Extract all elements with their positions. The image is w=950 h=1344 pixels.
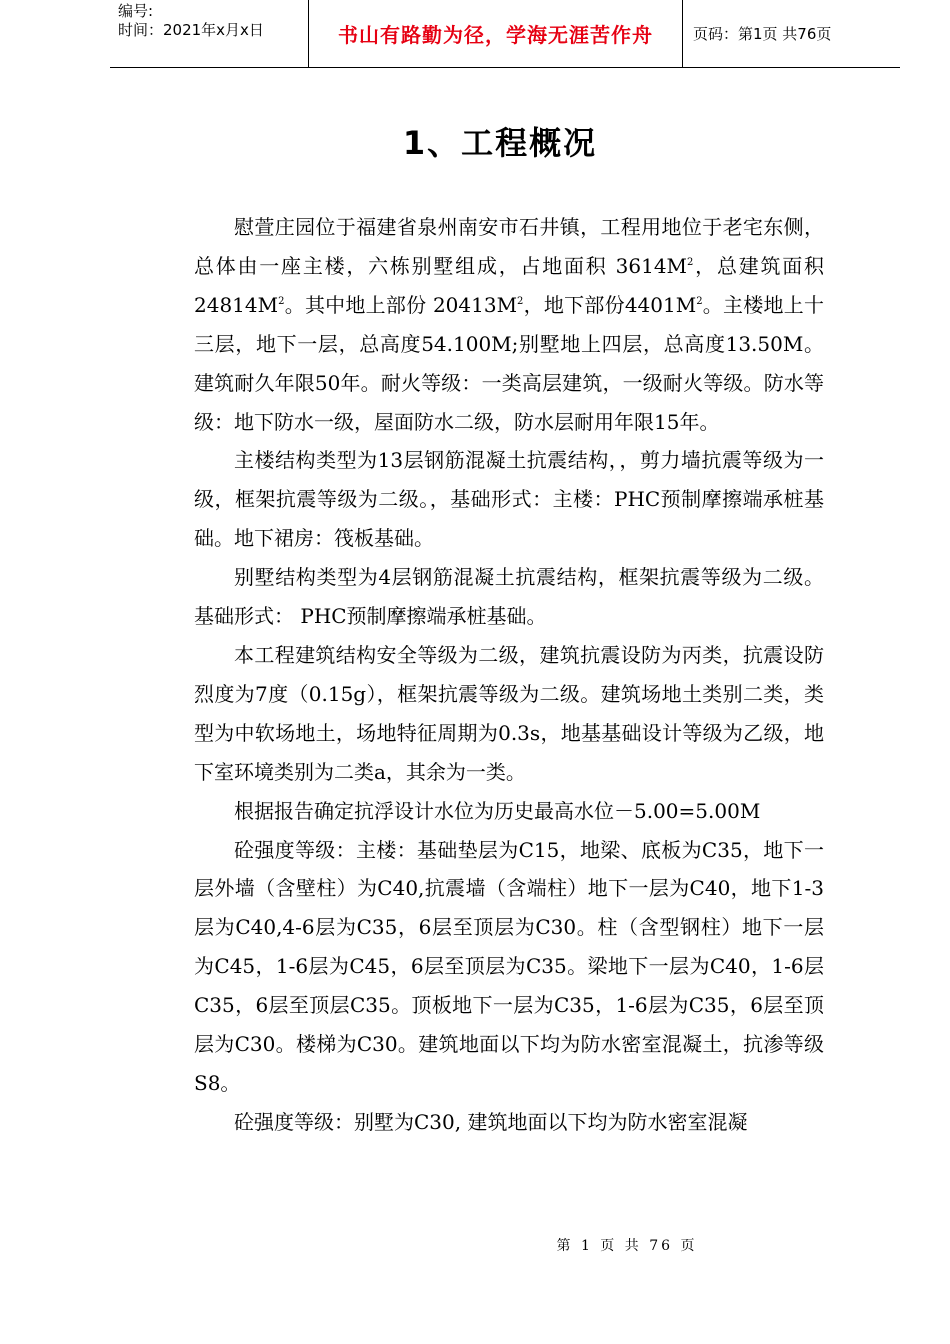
paragraph-seismic: 本工程建筑结构安全等级为二级，建筑抗震设防为丙类，抗震设防烈度为7度（0.15g），框架抗震等级为二级。建筑场地土类别二类，类型为中软场地土，场地特征周期为0.3s，地基基础设计等级为乙级，地下室环境类别为二类a，其余为一类。 [194,642,824,784]
paragraph-overview: 慰萱庄园位于福建省泉州南安市石井镇，工程用地位于老宅东侧，总体由一座主楼，六栋别墅组成，占地面积 $3614M^2$，总建筑面积 $24814M^2$。其中地上部份 $20413M^2$，地下部份$4401M^2$。主楼地上十三层，地下一层，总高度54.100M;别墅地上四层，总高度13.50M。建筑耐久年限50年。耐火等级：一类高层建筑，一级耐火等级。防水等级：地下防水一级，屋面防水二级，防水层耐用年限15年。 [194,215,825,434]
paragraph-concrete-villa: 砼强度等级：别墅为C30, 建筑地面以下均为防水密室混凝 [234,1109,748,1134]
paragraph-water-level: 根据报告确定抗浮设计水位为历史最高水位－5.00=5.00M [234,798,761,823]
header-page-info: 页码：第1页 共76页 [693,25,832,43]
header-meta [110,0,309,67]
paragraph-main-structure: 主楼结构类型为13层钢筋混凝土抗震结构，，剪力墙抗震等级为一级，框架抗震等级为二级。，基础形式：主楼：PHC预制摩擦端承桩基础。地下裙房：筏板基础。 [194,448,824,551]
serial-label: 编号: [118,2,154,20]
time-label: 时间：2021年x月x日 [118,21,264,39]
section-title: 1、工程概况 [402,124,598,162]
page-header [110,0,900,68]
page-footer: 第 1 页 共 76 页 [556,1238,698,1254]
paragraph-concrete-main: 砼强度等级：主楼：基础垫层为C15，地梁、底板为C35，地下一层外墙（含壁柱）为C40,抗震墙（含端柱）地下一层为C40，地下1-3层为C40,4-6层为C35，6层至顶层为C30。柱（含型钢柱）地下一层为C45，1-6层为C45，6层至顶层为C35。梁地下一层为C40，1-6层C35，6层至顶层C35。顶板地下一层为C35，1-6层为C35，6层至顶层为C30。楼梯为C30。建筑地面以下均为防水密室混凝土，抗渗等级S8。 [194,837,824,1095]
document-body [194,208,824,1142]
header-motto: 书山有路勤为径，学海无涯苦作舟 [309,0,683,67]
paragraph-villa-structure: 别墅结构类型为4层钢筋混凝土抗震结构，框架抗震等级为二级。基础形式： PHC预制摩擦端承桩基础。 [194,565,824,629]
